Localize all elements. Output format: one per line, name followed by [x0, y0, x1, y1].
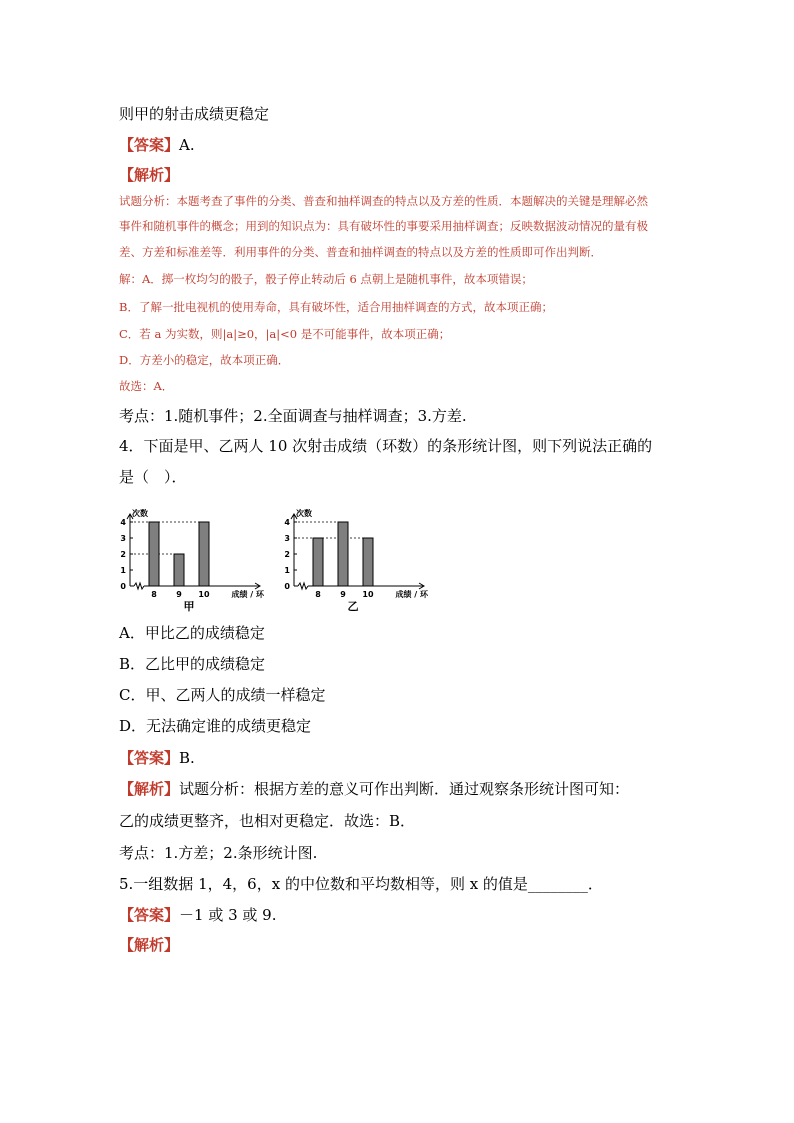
- q5-answer-row: [119, 904, 277, 925]
- analysis-line: D．方差小的稳定，故本项正确．: [119, 353, 290, 367]
- y-axis-label: 次数: [132, 509, 148, 518]
- y-tick-label: 4: [284, 518, 290, 527]
- y-tick-label: 3: [120, 534, 126, 543]
- x-tick-label: 10: [362, 590, 374, 599]
- analysis-line: 差、方差和标准差等．利用事件的分类、普查和抽样调查的特点以及方差的性质即可作出判断．: [119, 245, 602, 259]
- y-tick-label: 1: [120, 566, 126, 575]
- q3-answer-row: [119, 134, 195, 155]
- x-tick-label: 10: [198, 590, 210, 599]
- x-tick-label: 9: [340, 590, 346, 599]
- x-tick-label: 8: [315, 590, 321, 599]
- analysis-tag: 【解析】: [119, 936, 180, 954]
- axis-break-icon: [134, 583, 144, 589]
- q4-answer-row: [119, 747, 195, 768]
- q4-analysis-row: [119, 778, 629, 799]
- option-a: A．甲比乙的成绩稳定: [119, 624, 265, 642]
- y-tick-label: 1: [284, 566, 290, 575]
- analysis-line: C．若 a 为实数，则|a|≥0，|a|<0 是不可能事件，故本项正确；: [119, 327, 451, 341]
- chart-title: 甲: [183, 600, 195, 613]
- q4-stem-line2: 是（ ）．: [119, 468, 187, 486]
- x-tick-label: 8: [151, 590, 157, 599]
- answer-value: B.: [179, 749, 195, 767]
- option-b: B．乙比甲的成绩稳定: [119, 655, 266, 673]
- analysis-text: 试题分析：根据方差的意义可作出判断．通过观察条形统计图可知：: [179, 780, 630, 798]
- y-axis-label: 次数: [296, 509, 312, 518]
- q4-stem-line1: 4．下面是甲、乙两人 10 次射击成绩（环数）的条形统计图，则下列说法正确的: [119, 437, 653, 455]
- analysis-tag: 【解析】: [119, 780, 180, 798]
- chart-yi: [276, 494, 436, 622]
- y-tick-label: 3: [284, 534, 290, 543]
- analysis-tag: 【解析】: [119, 166, 180, 184]
- chart-title: 乙: [347, 600, 359, 613]
- analysis-line: 试题分析：本题考查了事件的分类、普查和抽样调查的特点以及方差的性质．本题解决的关键是理解必然: [119, 194, 648, 208]
- q3-kaodian: 考点：1.随机事件；2.全面调查与抽样调查；3.方差.: [119, 407, 467, 425]
- chart-jia: [112, 494, 272, 622]
- answer-tag: 【答案】: [119, 136, 180, 154]
- bar: [338, 522, 348, 586]
- intro-line: 则甲的射击成绩更稳定: [119, 105, 270, 123]
- y-tick-label: 4: [120, 518, 126, 527]
- q5-stem: 5.一组数据 1，4，6，x 的中位数和平均数相等，则 x 的值是________．: [119, 875, 603, 893]
- x-axis-label: 成绩 / 环: [231, 590, 264, 599]
- answer-value: －1 或 3 或 9.: [179, 906, 277, 924]
- x-tick-label: 9: [176, 590, 182, 599]
- y-tick-label: 0: [120, 582, 126, 591]
- bar: [363, 538, 373, 586]
- q3-analysis-tag: [119, 164, 179, 185]
- x-axis-label: 成绩 / 环: [395, 590, 428, 599]
- bar: [199, 522, 209, 586]
- answer-tag: 【答案】: [119, 906, 180, 924]
- y-tick-label: 2: [284, 550, 290, 559]
- axis-break-icon: [298, 583, 308, 589]
- answer-tag: 【答案】: [119, 749, 180, 767]
- bar-chart-jia: [112, 494, 272, 618]
- option-c: C．甲、乙两人的成绩一样稳定: [119, 686, 326, 704]
- option-d: D．无法确定谁的成绩更稳定: [119, 717, 312, 735]
- analysis-line: 解：A．掷一枚均匀的骰子，骰子停止转动后 6 点朝上是随机事件，故本项错误；: [119, 272, 533, 286]
- analysis-line: 事件和随机事件的概念；用到的知识点为：具有破坏性的事要采用抽样调查；反映数据波动情况的量有极: [119, 219, 648, 233]
- y-tick-label: 2: [120, 550, 126, 559]
- bar: [149, 522, 159, 586]
- q5-analysis-tag: [119, 934, 179, 955]
- analysis-line: B．了解一批电视机的使用寿命，具有破坏性，适合用抽样调查的方式，故本项正确；: [119, 300, 553, 314]
- analysis-line: 故选：A．: [119, 379, 174, 393]
- y-tick-label: 0: [284, 582, 290, 591]
- bar: [174, 554, 184, 586]
- bar-chart-yi: [276, 494, 436, 618]
- q4-analysis-line2: 乙的成绩更整齐，也相对更稳定．故选：B．: [119, 812, 416, 830]
- q4-kaodian: 考点：1.方差；2.条形统计图.: [119, 844, 318, 862]
- bar: [313, 538, 323, 586]
- answer-value: A.: [179, 136, 195, 154]
